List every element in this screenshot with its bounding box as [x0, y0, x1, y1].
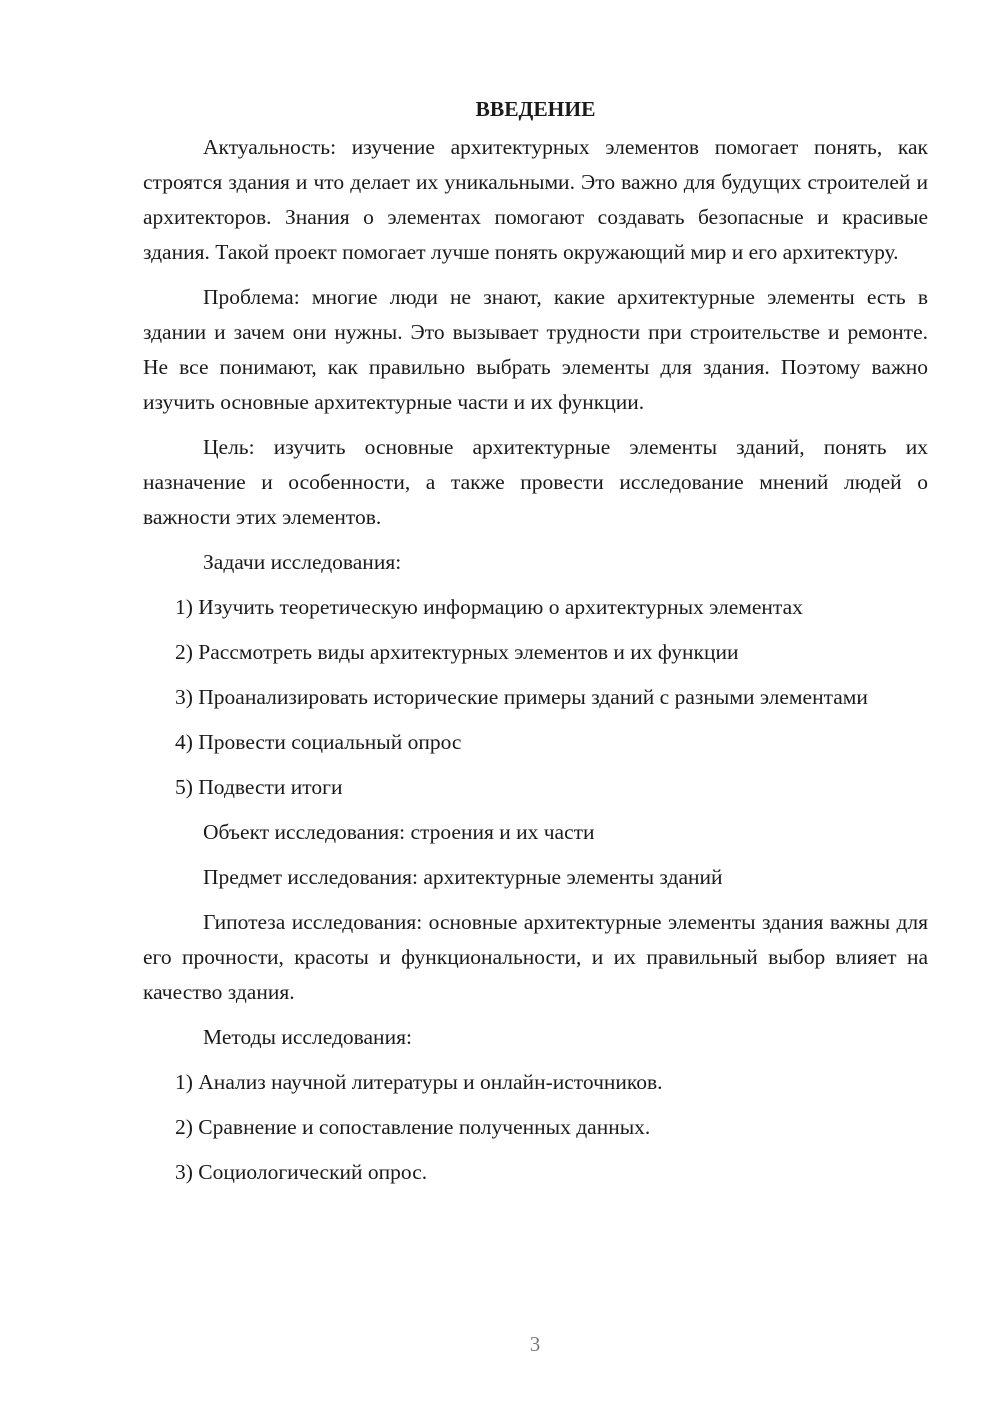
tasks-heading: Задачи исследования: — [203, 550, 402, 574]
task-item-1: 1) Изучить теоретическую информацию о архитектурных элементах — [175, 595, 803, 619]
hypothesis-paragraph: Гипотеза исследования: основные архитектурные элементы здания важны для его прочности, красоты и функциональности, и их правильный выбор влияет на качество здания. — [143, 910, 928, 1004]
task-item-4: 4) Провести социальный опрос — [175, 730, 462, 754]
document-page — [143, 92, 928, 1200]
task-item-3: 3) Проанализировать исторические примеры зданий с разными элементами — [175, 685, 868, 709]
relevance-paragraph: Актуальность: изучение архитектурных элементов помогает понять, как строятся здания и что делает их уникальными. Это важно для будущих строителей и архитекторов. Знания о элементах помогают создавать безопасные и красивые здания. Такой проект помогает лучше понять окружающий мир и его архитектуру. — [143, 135, 928, 264]
method-item-3: 3) Социологический опрос. — [175, 1160, 428, 1184]
method-item-1: 1) Анализ научной литературы и онлайн-источников. — [175, 1070, 663, 1094]
goal-paragraph: Цель: изучить основные архитектурные элементы зданий, понять их назначение и особенности, а также провести исследование мнений людей о важности этих элементов. — [143, 435, 928, 529]
section-title: ВВЕДЕНИЕ — [475, 97, 596, 121]
subject-line: Предмет исследования: архитектурные элементы зданий — [203, 865, 723, 889]
task-item-2: 2) Рассмотреть виды архитектурных элементов и их функции — [175, 640, 739, 664]
task-item-5: 5) Подвести итоги — [175, 775, 343, 799]
method-item-2: 2) Сравнение и сопоставление полученных данных. — [175, 1115, 651, 1139]
object-line: Объект исследования: строения и их части — [203, 820, 595, 844]
methods-heading: Методы исследования: — [203, 1025, 412, 1049]
page-number: 3 — [529, 1332, 541, 1356]
problem-paragraph: Проблема: многие люди не знают, какие архитектурные элементы есть в здании и зачем они нужны. Это вызывает трудности при строительстве и ремонте. Не все понимают, как правильно выбрать элементы для здания. Поэтому важно изучить основные архитектурные части и их функции. — [143, 285, 928, 414]
